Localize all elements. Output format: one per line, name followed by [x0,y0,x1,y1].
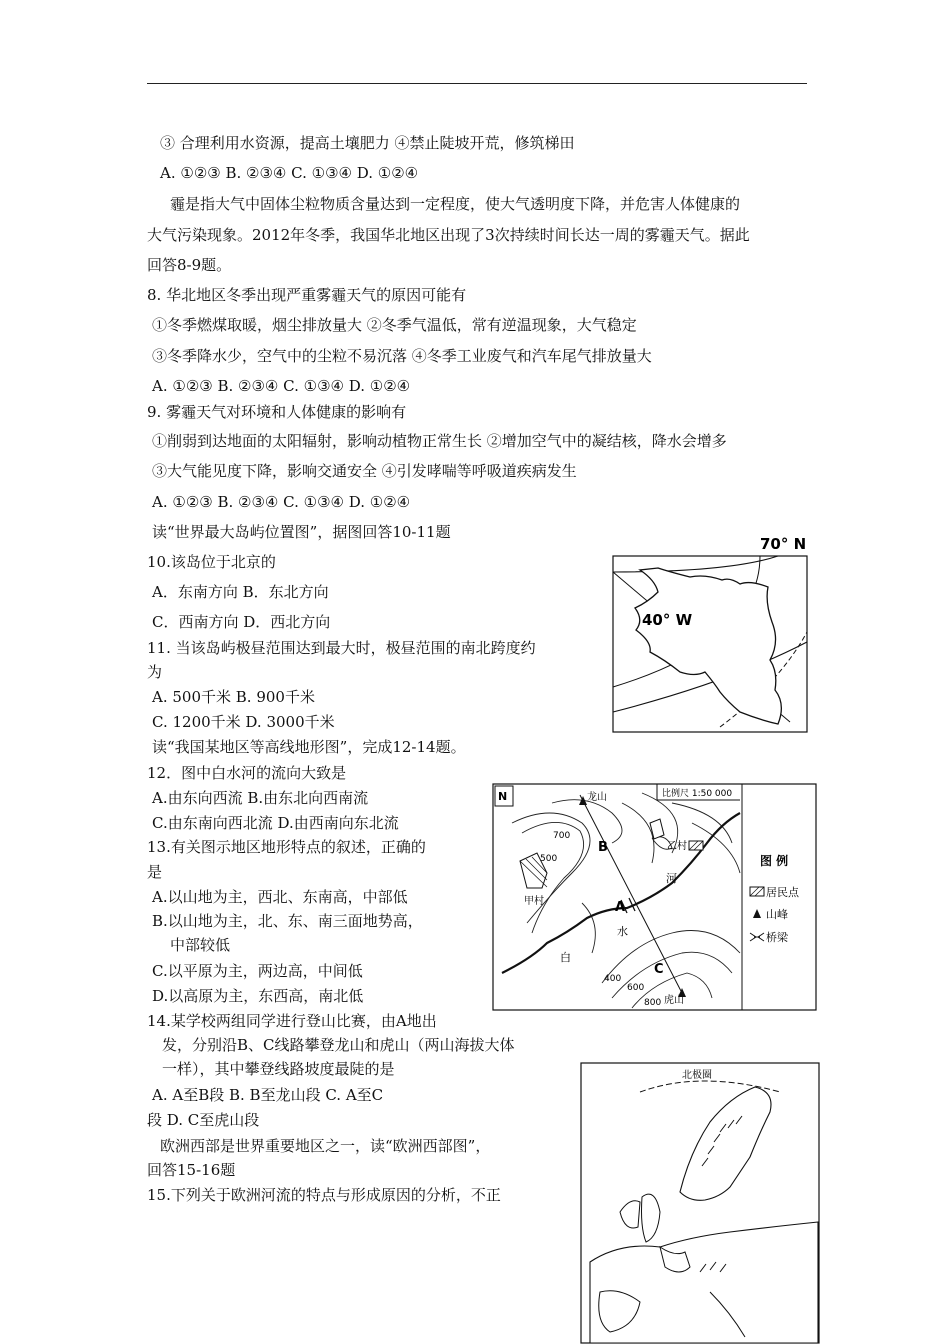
island-location-map [610,532,810,734]
option-line: ③冬季降水少，空气中的尘粒不易沉落 ④冬季工业废气和汽车尾气排放量大 [152,347,652,365]
point-b: B [598,840,608,855]
yicun-label: 乙村 [667,841,687,852]
river-char: 白 [560,951,571,964]
contour-label: 700 [553,831,571,841]
question-13-cont: 是 [147,863,163,881]
answer-choices: A. ①②③ B. ②③④ C. ①③④ D. ①②④ [152,493,411,511]
passage-line: 霾是指大气中固体尘粒物质含量达到一定程度，使大气透明度下降，并危害人体健康的 [170,195,741,213]
question-13: 13.有关图示地区地形特点的叙述，正确的 [147,838,426,856]
question-14: 14.某学校两组同学进行登山比赛，由A地出 [147,1012,437,1030]
question-14-cont: 一样），其中攀登线路坡度最陡的是 [162,1060,395,1078]
western-europe-map [580,1062,820,1344]
question-11: 11. 当该岛屿极昼范围达到最大时，极昼范围的南北跨度约 [147,639,536,657]
contour-label: 500 [540,854,558,864]
question-14-cont: 发，分别沿B、C线路攀登龙山和虎山（两山海拔大体 [162,1036,515,1054]
answer-choice: D.以高原为主，东西高，南北低 [152,987,364,1005]
question-11-cont: 为 [147,663,163,681]
legend-title: 图 例 [760,854,789,868]
option-line: ③ 合理利用水资源，提高土壤肥力 ④禁止陡坡开荒，修筑梯田 [160,134,575,152]
question-12: 12．图中白水河的流向大致是 [147,764,347,782]
option-line: ①冬季燃煤取暖，烟尘排放量大 ②冬季气温低，常有逆温现象，大气稳定 [152,316,637,334]
point-c: C [654,962,664,977]
answer-choices: A. 500千米 B. 900千米 [152,688,315,706]
answer-choices: C.由东南向西北流 D.由西南向东北流 [152,814,399,832]
option-line: ③大气能见度下降，影响交通安全 ④引发哮喘等呼吸道疾病发生 [152,462,577,480]
answer-choices: A. A至B段 B. B至龙山段 C. A至C [152,1086,384,1104]
legend-bridge: 桥梁 [766,931,788,944]
answer-choices: A．东南方向 B．东北方向 [152,583,329,601]
contour-topographic-map [492,783,817,1011]
latitude-label: 70° N [760,535,807,553]
jiacun-label: 甲村 [524,896,544,907]
answer-choice: C.以平原为主，两边高，中间低 [152,962,363,980]
legend-peak: 山峰 [766,908,788,921]
longshan-label: 龙山 [587,792,607,803]
contour-label: 400 [604,974,622,984]
answer-choices-cont: 段 D. C至虎山段 [147,1111,260,1129]
answer-choices: A.由东向西流 B.由东北向西南流 [152,789,369,807]
north-arrow: N [498,790,508,803]
answer-choices: A. ①②③ B. ②③④ C. ①③④ D. ①②④ [160,164,419,182]
answer-choice: B.以山地为主，北、东、南三面地势高， [152,912,423,930]
answer-choices: C．西南方向 D．西北方向 [152,613,331,631]
question-15: 15.下列关于欧洲河流的特点与形成原因的分析，不正 [147,1186,501,1204]
question-10: 10.该岛位于北京的 [147,553,276,571]
option-line: ①削弱到达地面的太阳辐射，影响动植物正常生长 ②增加空气中的凝结核，降水会增多 [152,432,727,450]
hushan-label: 虎山 [664,995,684,1006]
legend-settlement: 居民点 [766,886,799,899]
longitude-label: 40° W [642,611,693,629]
instruction-line: 读“世界最大岛屿位置图”，据图回答10-11题 [152,523,451,541]
header-rule [147,83,807,84]
instruction-line: 读“我国某地区等高线地形图”，完成12-14题。 [152,738,466,756]
answer-choice-cont: 中部较低 [170,936,231,954]
river-char: 河 [666,872,677,885]
question-8: 8. 华北地区冬季出现严重雾霾天气的原因可能有 [147,286,467,304]
map-scale: 比例尺 1:50 000 [662,789,733,799]
instruction-line: 回答15-16题 [147,1161,236,1179]
river-char: 水 [617,925,628,938]
passage-line: 大气污染现象。2012年冬季，我国华北地区出现了3次持续时间长达一周的雾霾天气。据此 [147,226,750,244]
arctic-circle-label: 北极圈 [682,1070,712,1081]
instruction-line: 欧洲西部是世界重要地区之一，读“欧洲西部图”， [160,1137,491,1155]
contour-label: 600 [627,983,645,993]
contour-label: 800 [644,998,662,1008]
question-9: 9. 雾霾天气对环境和人体健康的影响有 [147,403,407,421]
answer-choices: C. 1200千米 D. 3000千米 [152,713,335,731]
answer-choices: A. ①②③ B. ②③④ C. ①③④ D. ①②④ [152,377,411,395]
answer-choice: A.以山地为主，西北、东南高，中部低 [152,888,408,906]
point-a: A [615,900,626,915]
passage-line: 回答8-9题。 [147,256,232,274]
